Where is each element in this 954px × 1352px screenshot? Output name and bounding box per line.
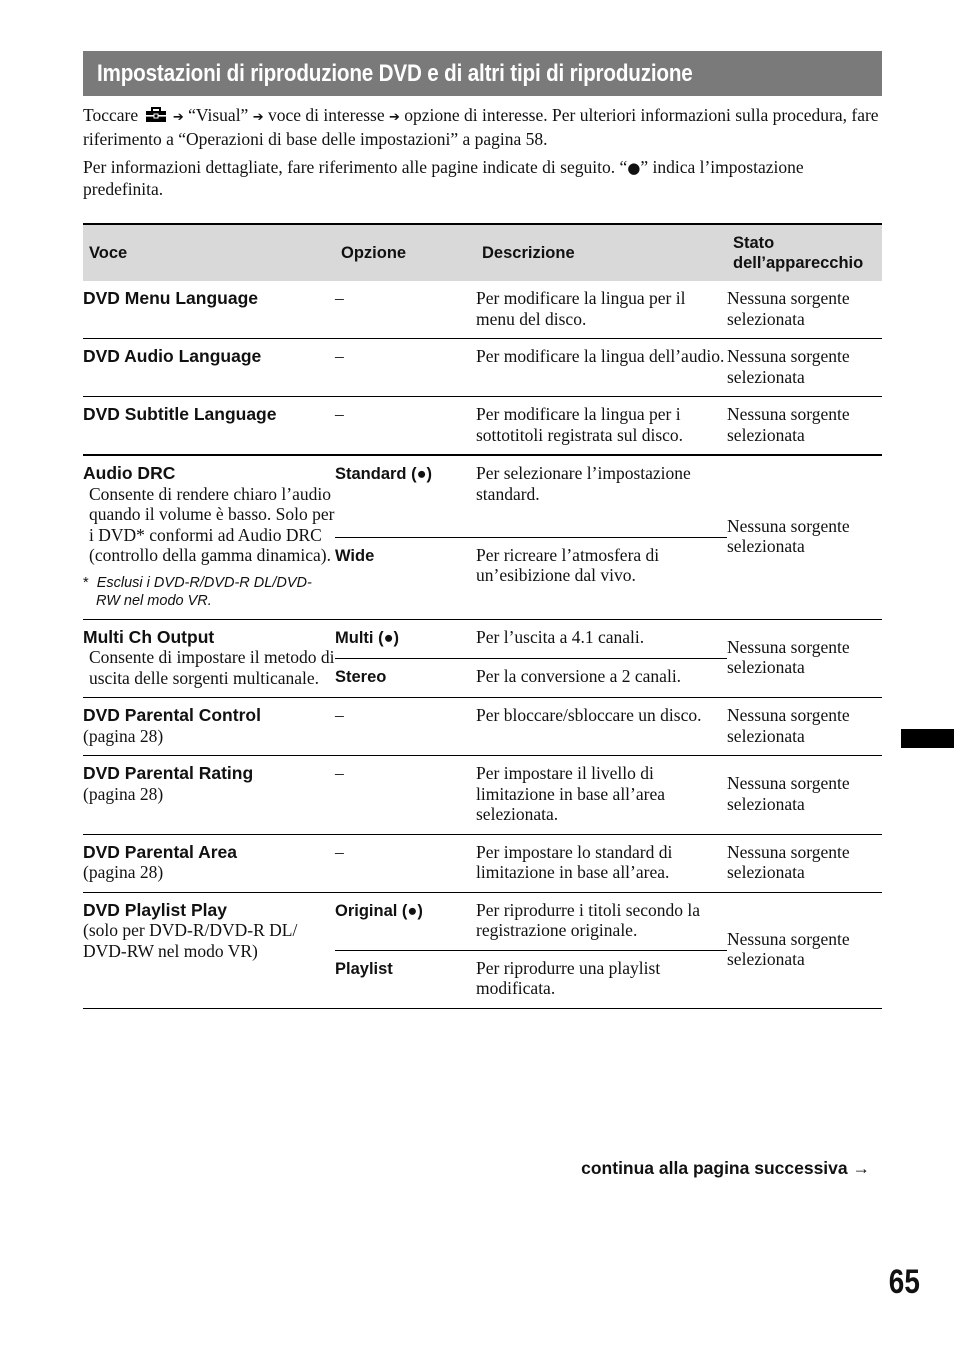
description-cell: Per impostare il livello di limitazione in base all’area selezionata. [476, 756, 727, 835]
status-cell: Nessuna sorgente selezionata [727, 698, 882, 756]
page-reference: (pagina 28) [83, 725, 164, 746]
item-name: DVD Menu Language [83, 288, 259, 308]
option-label: Multi (●) [335, 628, 400, 647]
status-cell: Nessuna sorgente selezionata [727, 281, 882, 339]
description-cell: Per modificare la lingua dell’audio. [476, 339, 727, 397]
table-row [83, 397, 882, 456]
option-label: Standard (●) [335, 465, 433, 483]
option-label: Stereo [335, 667, 387, 686]
description-cell: Per impostare lo standard di limitazione in base all’area. [476, 834, 727, 892]
item-name: DVD Subtitle Language [83, 404, 277, 424]
option-cell: – [335, 339, 476, 397]
description-cell: Per riprodurre una playlist modificata. [476, 950, 727, 1008]
footnote-text: Esclusi i DVD-R/DVD-R DL/DVD-RW nel modo VR. [96, 574, 312, 609]
intro-text: Per informazioni dettagliate, fare riferimento alle pagine indicate di seguito. “ [83, 157, 628, 177]
status-cell: Nessuna sorgente selezionata [727, 756, 882, 835]
intro-text: opzione di interesse. Per ulteriori informazioni sulla procedura, fare riferimento a “Operazioni di base delle impostazioni” a pagina 58. [83, 105, 879, 149]
intro-text: voce di interesse [268, 105, 385, 125]
description-cell: Per riprodurre i titoli secondo la registrazione originale. [476, 892, 727, 950]
intro-text: ” indica l’impostazione predefinita. [83, 157, 804, 199]
header-opzione: Opzione [335, 224, 476, 281]
header-descrizione: Descrizione [476, 224, 727, 281]
intro-paragraph-1 [83, 105, 883, 149]
status-cell: Nessuna sorgente selezionata [727, 892, 882, 1008]
item-name: Multi Ch Output [83, 626, 215, 647]
intro-text: Toccare [83, 105, 139, 125]
settings-table [83, 223, 882, 1009]
continue-next-page: continua alla pagina successiva → [581, 1158, 870, 1178]
intro-text: “Visual” [188, 105, 249, 125]
description-cell: Per l’uscita a 4.1 canali. [476, 619, 727, 658]
footnote [83, 574, 335, 610]
status-cell: Nessuna sorgente selezionata [727, 834, 882, 892]
item-name: DVD Playlist Play [83, 899, 227, 920]
item-note: (solo per DVD-R/DVD-R DL/ DVD-RW nel modo VR) [83, 920, 298, 961]
description-cell: Per selezionare l’impostazione standard. [476, 455, 727, 537]
page-reference: (pagina 28) [83, 783, 164, 804]
page-number: 65 [888, 1263, 920, 1301]
description-cell: Per ricreare l’atmosfera di un’esibizione dal vivo. [476, 537, 727, 619]
option-label: Original (●) [335, 901, 423, 920]
table-row [83, 756, 882, 835]
table-row [83, 619, 882, 658]
status-cell: Nessuna sorgente selezionata [727, 455, 882, 619]
option-cell: – [335, 698, 476, 756]
description-cell: Per modificare la lingua per i sottotitoli registrata sul disco. [476, 397, 727, 456]
status-cell: Nessuna sorgente selezionata [727, 619, 882, 698]
description-cell: Per la conversione a 2 canali. [476, 658, 727, 697]
header-stato: Stato dell’apparecchio [727, 224, 882, 281]
option-cell: – [335, 834, 476, 892]
item-note: Consente di impostare il metodo di uscita delle sorgenti multicanale. [89, 647, 335, 688]
page-reference: (pagina 28) [83, 862, 164, 882]
table-row [83, 834, 882, 892]
item-note: Consente di rendere chiaro l’audio quando il volume è basso. Solo per i DVD* conformi ad Audio DRC (controllo della gamma dinamica). [89, 483, 335, 565]
option-label: Playlist [335, 959, 393, 978]
section-tab-marker [901, 729, 954, 748]
title-banner [83, 51, 882, 96]
item-name: DVD Parental Area [83, 841, 237, 862]
arrow-right-icon: ➔ [252, 110, 264, 125]
footnote-mark: * [83, 574, 89, 591]
option-cell: – [335, 756, 476, 835]
table-row [83, 455, 882, 537]
description-cell: Per bloccare/sbloccare un disco. [476, 698, 727, 756]
table-header-row [83, 224, 882, 281]
table-row [83, 281, 882, 339]
header-voce: Voce [83, 224, 335, 281]
option-cell: – [335, 281, 476, 339]
default-dot-icon: ● [627, 159, 641, 177]
table-row [83, 698, 882, 756]
toolbox-icon [145, 107, 167, 128]
table-row [83, 892, 882, 950]
description-cell: Per modificare la lingua per il menu del disco. [476, 281, 727, 339]
status-cell: Nessuna sorgente selezionata [727, 397, 882, 456]
arrow-right-icon: ➔ [389, 110, 400, 125]
item-name: DVD Audio Language [83, 346, 262, 366]
item-name: DVD Parental Control [83, 705, 261, 725]
status-cell: Nessuna sorgente selezionata [727, 339, 882, 397]
item-name: Audio DRC [83, 463, 176, 483]
option-cell: – [335, 397, 476, 456]
table-row [83, 339, 882, 397]
arrow-right-icon: ➔ [172, 110, 184, 125]
intro-paragraph-2 [83, 157, 883, 199]
item-name: DVD Parental Rating [83, 763, 254, 783]
option-label: Wide [335, 546, 375, 565]
page-title: Impostazioni di riproduzione DVD e di altri tipi di riproduzione [97, 59, 693, 87]
